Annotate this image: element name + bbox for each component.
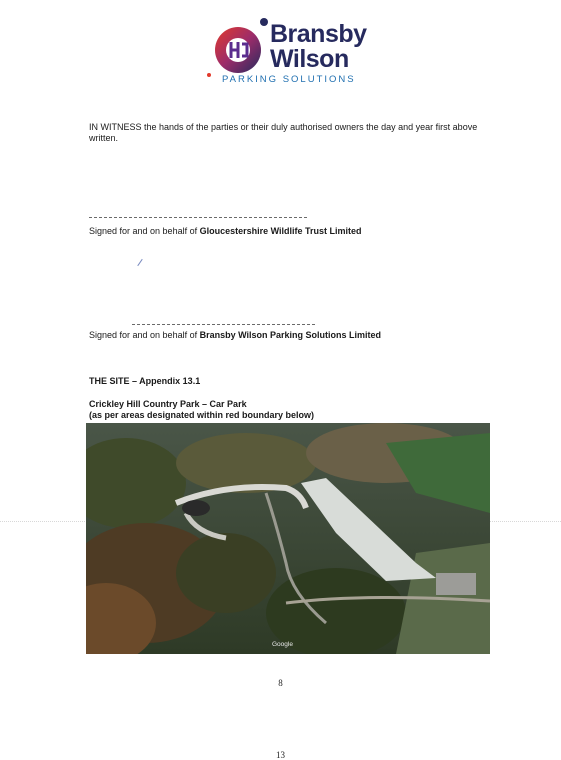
signature-line [132, 324, 315, 325]
page-number: 8 [278, 678, 283, 688]
page-number: 13 [276, 750, 285, 760]
aerial-photo-graphic [86, 423, 490, 654]
logo-mark-icon [212, 24, 264, 76]
logo-wordmark-line1: Bransby [270, 20, 367, 48]
signature-line [89, 217, 307, 218]
site-name: Crickley Hill Country Park – Car Park [89, 399, 247, 409]
site-heading: THE SITE – Appendix 13.1 [89, 376, 201, 386]
aerial-site-photo [86, 423, 490, 654]
signatory-party: Gloucestershire Wildlife Trust Limited [199, 226, 362, 236]
logo-subtitle: PARKING SOLUTIONS [222, 74, 356, 85]
signature-label [89, 330, 381, 341]
company-logo [212, 18, 372, 88]
signature-prefix: Signed for and on behalf of [89, 330, 200, 340]
map-watermark: Google [272, 641, 293, 648]
signatory-party: Bransby Wilson Parking Solutions Limited [199, 330, 382, 340]
site-note: (as per areas designated within red boundary below) [89, 410, 315, 420]
logo-wordmark-line2: Wilson [270, 45, 349, 73]
signature-label [89, 226, 362, 237]
signature-prefix: Signed for and on behalf of [89, 226, 200, 236]
witness-clause: IN WITNESS the hands of the parties or their duly authorised owners the day and year first above written. [89, 122, 478, 143]
pen-mark [137, 259, 142, 266]
logo-dot [207, 73, 211, 77]
